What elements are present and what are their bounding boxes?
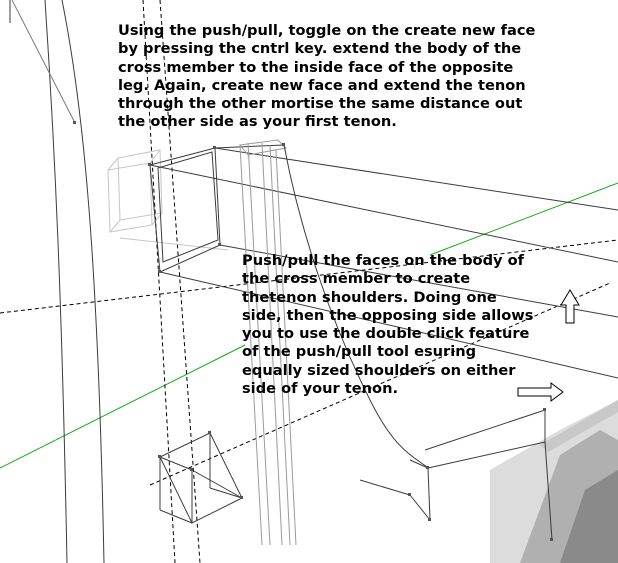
leg-curve-inner [62,0,104,563]
small-cube [160,433,242,523]
green-axis-line-far [430,183,618,255]
instruction-text-top: Using the push/pull, toggle on the create new face by pressing the cntrl key. extend the body of the cross member to the inside face of the opposite leg. Again, create new face and extend the tenon through the other mortise the same distance out the other side as your first tenon. [118,22,536,131]
green-axis-line [0,345,245,468]
leg-curve-outer [45,0,67,563]
instruction-text-side: Push/pull the faces on the body of the cross member to create thetenon shoulders. Doing one side, then the opposing side allows you to use the double click feature of the push/pull tool esuring equally sized shoulders on either side of your tenon. [242,252,534,398]
